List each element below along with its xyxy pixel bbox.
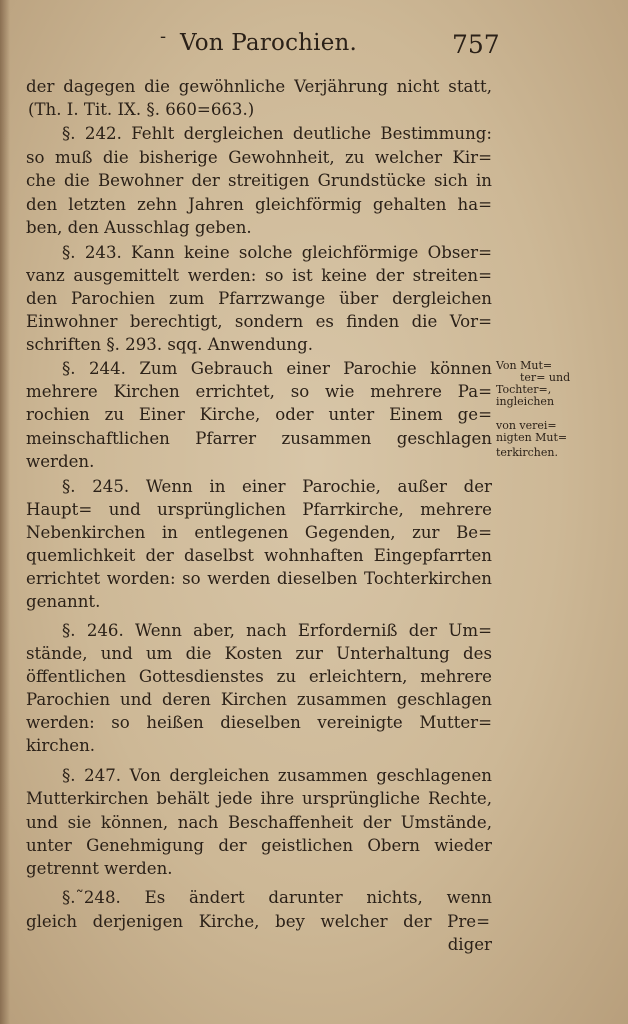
text-line: (Th. I. Tit. IX. §. 660=663.) (28, 100, 255, 119)
text-line: §. 243. Kann keine solche gleichförmige Obser= (62, 243, 492, 262)
marginal-note-line: Tochter=, (496, 383, 552, 396)
text-line: den Parochien zum Pfarrzwange über dergleichen (26, 289, 492, 308)
marginal-note-line: ingleichen (496, 395, 555, 408)
text-line: Haupt= und ursprünglichen Pfarrkirche, mehrere (26, 500, 492, 519)
text-line: stände, und um die Kosten zur Unterhaltung des (26, 644, 492, 663)
page-edge-shadow (0, 0, 10, 1024)
text-line: werden: so heißen dieselben vereinigte Mutter= (26, 713, 492, 732)
text-line: der dagegen die gewöhnliche Verjährung nicht statt, (26, 77, 492, 96)
page-number: 757 (452, 30, 500, 59)
text-line: §. 246. Wenn aber, nach Erforderniß der Um= (62, 621, 492, 640)
text-line: che die Bewohner der streitigen Grundstücke sich in (26, 171, 492, 190)
text-line: genannt. (26, 592, 101, 611)
text-line: §. 247. Von dergleichen zusammen geschlagenen (62, 766, 492, 785)
text-line: gleich derjenigen Kirche, bey welcher der Pre= (26, 912, 490, 931)
text-line: getrennt werden. (26, 859, 173, 878)
text-line: den letzten zehn Jahren gleichförmig gehalten ha= (26, 195, 492, 214)
text-line: meinschaftlichen Pfarrer zusammen geschlagen (26, 429, 492, 448)
text-line: ben, den Ausschlag geben. (26, 218, 252, 237)
marginal-note-line: nigten Mut= (496, 431, 568, 444)
marginal-note-line: Von Mut= (496, 359, 553, 372)
text-line: schriften §. 293. sqq. Anwendung. (26, 335, 313, 354)
text-line: §. 244. Zum Gebrauch einer Parochie können (62, 359, 492, 378)
text-line: mehrere Kirchen errichtet, so wie mehrere Pa= (26, 382, 492, 401)
text-line: §. 242. Fehlt dergleichen deutliche Bestimmung: (62, 124, 492, 143)
text-line: quemlichkeit der daselbst wohnhaften Eingepfarrten (26, 546, 492, 565)
text-line: rochien zu Einer Kirche, oder unter Einem ge= (26, 405, 492, 424)
text-line: errichtet worden: so werden dieselben Tochterkirchen (26, 569, 492, 588)
running-head-title: Von Parochien. (180, 30, 358, 56)
text-line: vanz ausgemittelt werden: so ist keine der streiten= (26, 266, 492, 285)
text-line: Nebenkirchen in entlegenen Gegenden, zur Be= (26, 523, 492, 542)
text-line: Mutterkirchen behält jede ihre ursprüngliche Rechte, (26, 789, 492, 808)
marginal-note-line: von verei= (496, 419, 557, 432)
marginal-note-line: ter= und (520, 371, 571, 384)
text-line: §. 245. Wenn in einer Parochie, außer der (62, 477, 492, 496)
text-line: §.˜248. Es ändert darunter nichts, wenn (62, 888, 492, 907)
header-dash: - (160, 26, 167, 47)
text-line: und sie können, nach Beschaffenheit der Umstände, (26, 813, 492, 832)
text-line: Parochien und deren Kirchen zusammen geschlagen (26, 690, 492, 709)
catchword: diger (447, 935, 492, 954)
text-line: werden. (26, 452, 95, 471)
text-line: unter Genehmigung der geistlichen Obern wieder (26, 836, 492, 855)
text-line: so muß die bisherige Gewohnheit, zu welcher Kir= (26, 148, 492, 167)
text-line: Einwohner berechtigt, sondern es finden die Vor= (26, 312, 492, 331)
marginal-note-line: terkirchen. (496, 446, 558, 459)
text-line: öffentlichen Gottesdienstes zu erleichtern, mehrere (26, 667, 492, 686)
text-line: kirchen. (26, 736, 96, 755)
